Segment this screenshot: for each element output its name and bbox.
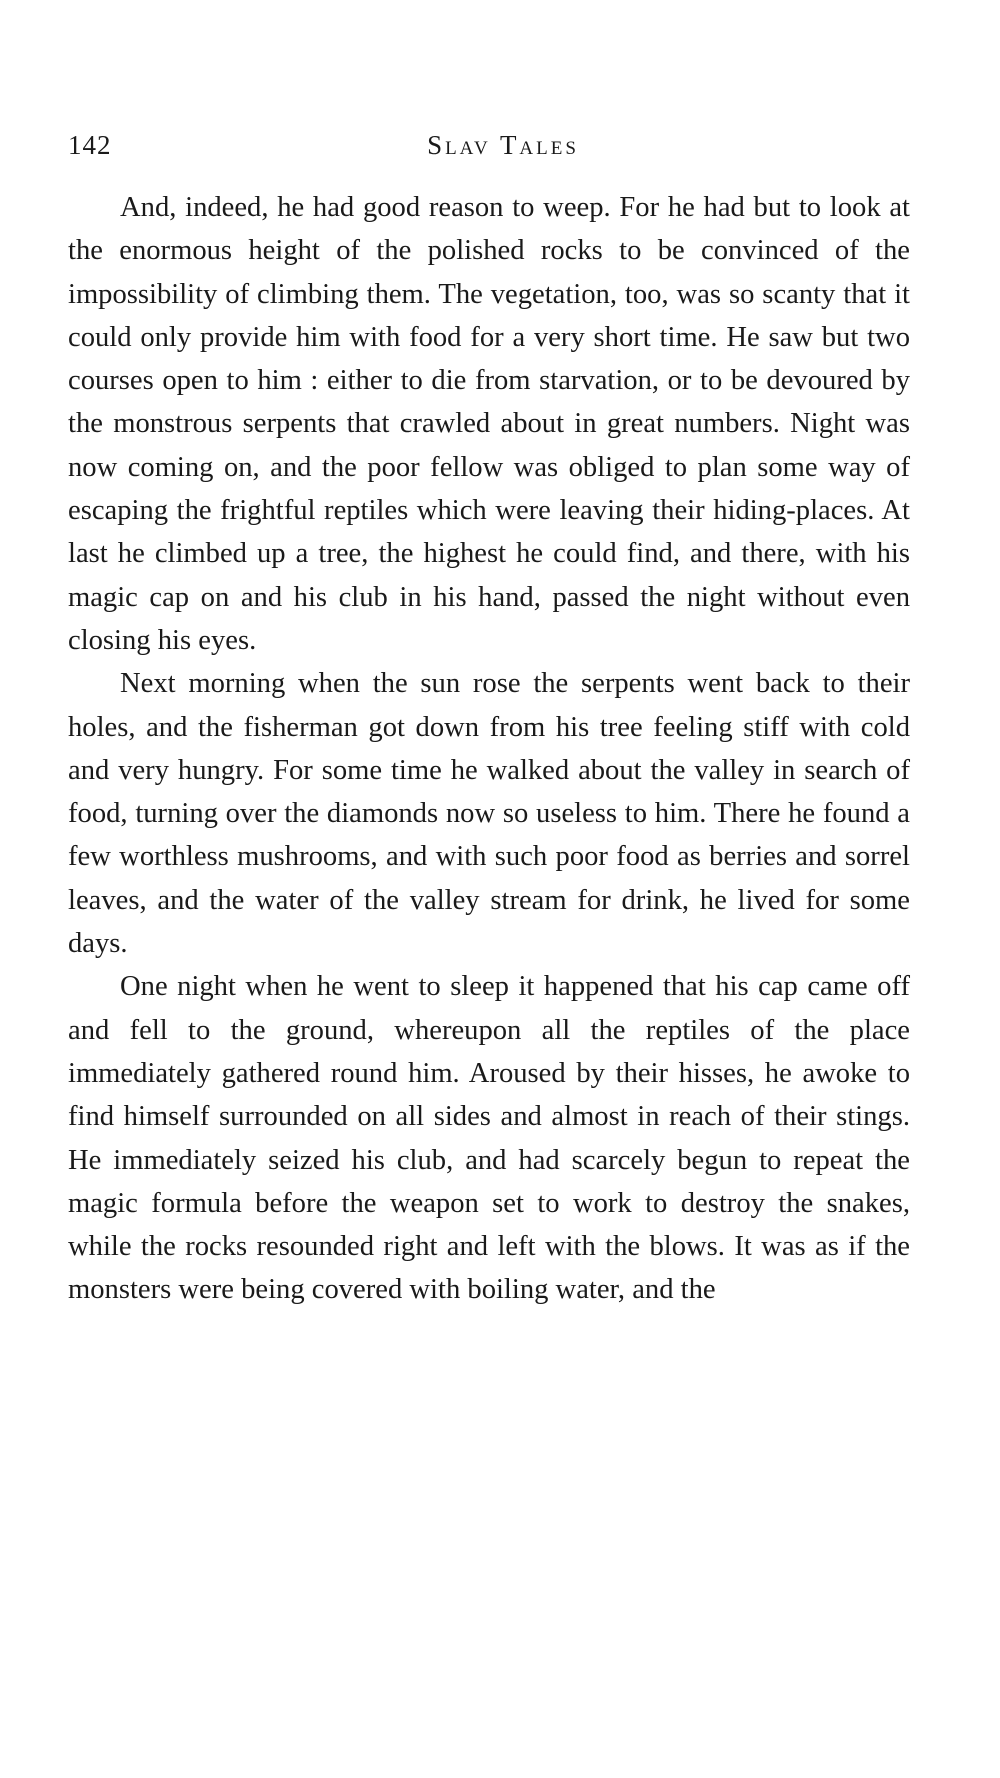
paragraph-3: One night when he went to sleep it happened that his cap came off and fell to the ground, whereupon all the reptiles of the place immediately gathered round him. Aroused by their hisses, he awoke to find himself surrounded on all sides and almost in reach of their stings. He immediately seized his club, and had scarcely begun to repeat the magic formula before the weapon set to work to destroy the snakes, while the rocks resounded right and left with the blows. It was as if the monsters were being covered with boiling water, and the xyxy=(68,971,910,1306)
paragraph-2: Next morning when the sun rose the serpents went back to their holes, and the fisherman got down from his tree feeling stiff with cold and very hungry. For some time he walked about the valley in search of food, turning over the diamonds now so useless to him. There he found a few worthless mushrooms, and with such poor food as berries and sorrel leaves, and the water of the valley stream for drink, he lived for some days. xyxy=(68,668,910,960)
running-head xyxy=(68,130,908,170)
paragraph-1: And, indeed, he had good reason to weep. For he had but to look at the enormous height of the polished rocks to be convinced of the impossibility of climbing them. The vegetation, too, was so scanty that it could only provide him with food for a very short time. He saw but two courses open to him : either to die from starvation, or to be devoured by the monstrous serpents that crawled about in great numbers. Night was now coming on, and the poor fellow was obliged to plan some way of escaping the frightful reptiles which were leaving their hiding-places. At last he climbed up a tree, the highest he could find, and there, with his magic cap on and his club in his hand, passed the night without even closing his eyes. xyxy=(68,192,910,656)
page-number: 142 xyxy=(68,130,112,160)
book-title: Slav Tales xyxy=(427,130,579,160)
body-text xyxy=(68,186,910,1312)
